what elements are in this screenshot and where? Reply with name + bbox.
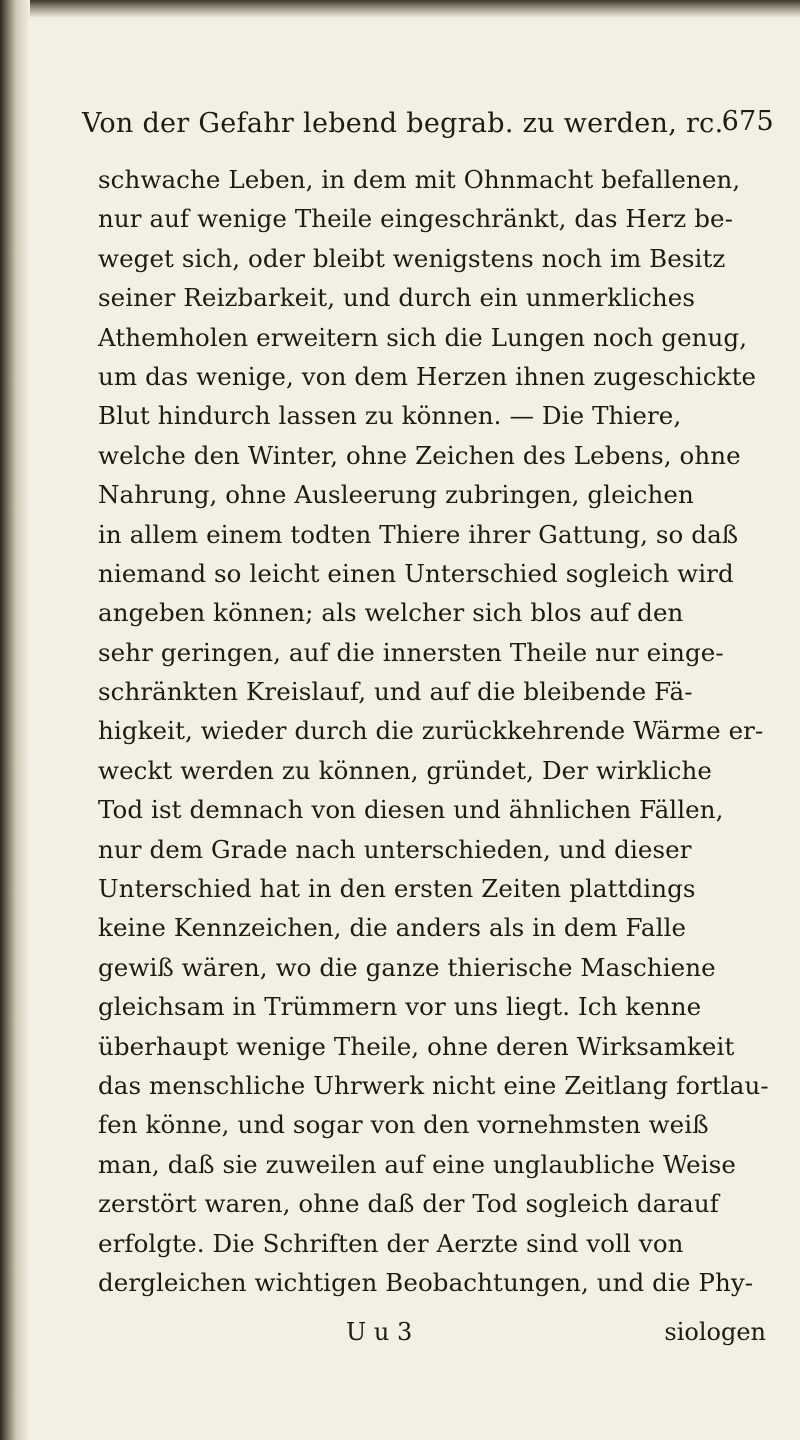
- text-line: um das wenige, von dem Herzen ihnen zugeschickte: [98, 361, 757, 391]
- text-line: fen könne, und sogar von den vornehmsten weiß: [98, 1110, 709, 1140]
- text-line: dergleichen wichtigen Beobachtungen, und die Phy-: [98, 1267, 754, 1297]
- page-footer: [346, 1318, 766, 1358]
- text-line: angeben können; als welcher sich blos auf den: [98, 598, 684, 628]
- text-line: Tod ist demnach von diesen und ähnlichen Fällen,: [98, 795, 724, 825]
- text-line: nur auf wenige Theile eingeschränkt, das Herz be-: [98, 204, 733, 234]
- text-line: niemand so leicht einen Unterschied sogleich wird: [98, 558, 734, 588]
- text-line: Athemholen erweitern sich die Lungen noch genug,: [98, 322, 748, 352]
- text-line: erfolgte. Die Schriften der Aerzte sind voll von: [98, 1228, 684, 1258]
- text-line: seiner Reizbarkeit, und durch ein unmerkliches: [98, 283, 696, 313]
- text-line: gleichsam in Trümmern vor uns liegt. Ich kenne: [98, 992, 702, 1022]
- text-line: weckt werden zu können, gründet, Der wirkliche: [98, 755, 712, 785]
- scan-left-edge: [0, 0, 30, 1440]
- text-line: in allem einem todten Thiere ihrer Gattung, so daß: [98, 519, 739, 549]
- text-line: Blut hindurch lassen zu können. — Die Thiere,: [98, 401, 682, 431]
- text-line: überhaupt wenige Theile, ohne deren Wirksamkeit: [98, 1031, 735, 1061]
- running-head: [46, 94, 786, 160]
- page-number: 675: [721, 106, 774, 137]
- signature-mark: U u 3: [346, 1318, 413, 1346]
- scan-top-edge: [0, 0, 800, 18]
- running-head-title: Von der Gefahr lebend begrab. zu werden, rc.: [82, 108, 724, 139]
- text-line: sehr geringen, auf die innersten Theile nur einge-: [98, 637, 724, 667]
- text-line: weget sich, oder bleibt wenigstens noch im Besitz: [98, 243, 726, 273]
- body-text: [98, 160, 778, 1302]
- text-line: schränkten Kreislauf, und auf die bleibende Fä-: [98, 677, 693, 707]
- book-page: [46, 94, 786, 1424]
- text-line: man, daß sie zuweilen auf eine unglaubliche Weise: [98, 1149, 736, 1179]
- text-line: keine Kennzeichen, die anders als in dem Falle: [98, 913, 687, 943]
- catchword: siologen: [664, 1318, 766, 1346]
- text-line: Nahrung, ohne Ausleerung zubringen, gleichen: [98, 480, 694, 510]
- text-line: zerstört waren, ohne daß der Tod sogleich darauf: [98, 1189, 719, 1219]
- text-line: nur dem Grade nach unterschieden, und dieser: [98, 834, 692, 864]
- text-line: welche den Winter, ohne Zeichen des Lebens, ohne: [98, 440, 741, 470]
- text-line: das menschliche Uhrwerk nicht eine Zeitlang fortlau-: [98, 1070, 769, 1100]
- text-line: schwache Leben, in dem mit Ohnmacht befallenen,: [98, 165, 741, 194]
- text-line: Unterschied hat in den ersten Zeiten plattdings: [98, 874, 696, 904]
- text-line: gewiß wären, wo die ganze thierische Maschiene: [98, 952, 716, 982]
- text-line: higkeit, wieder durch die zurückkehrende Wärme er-: [98, 716, 764, 746]
